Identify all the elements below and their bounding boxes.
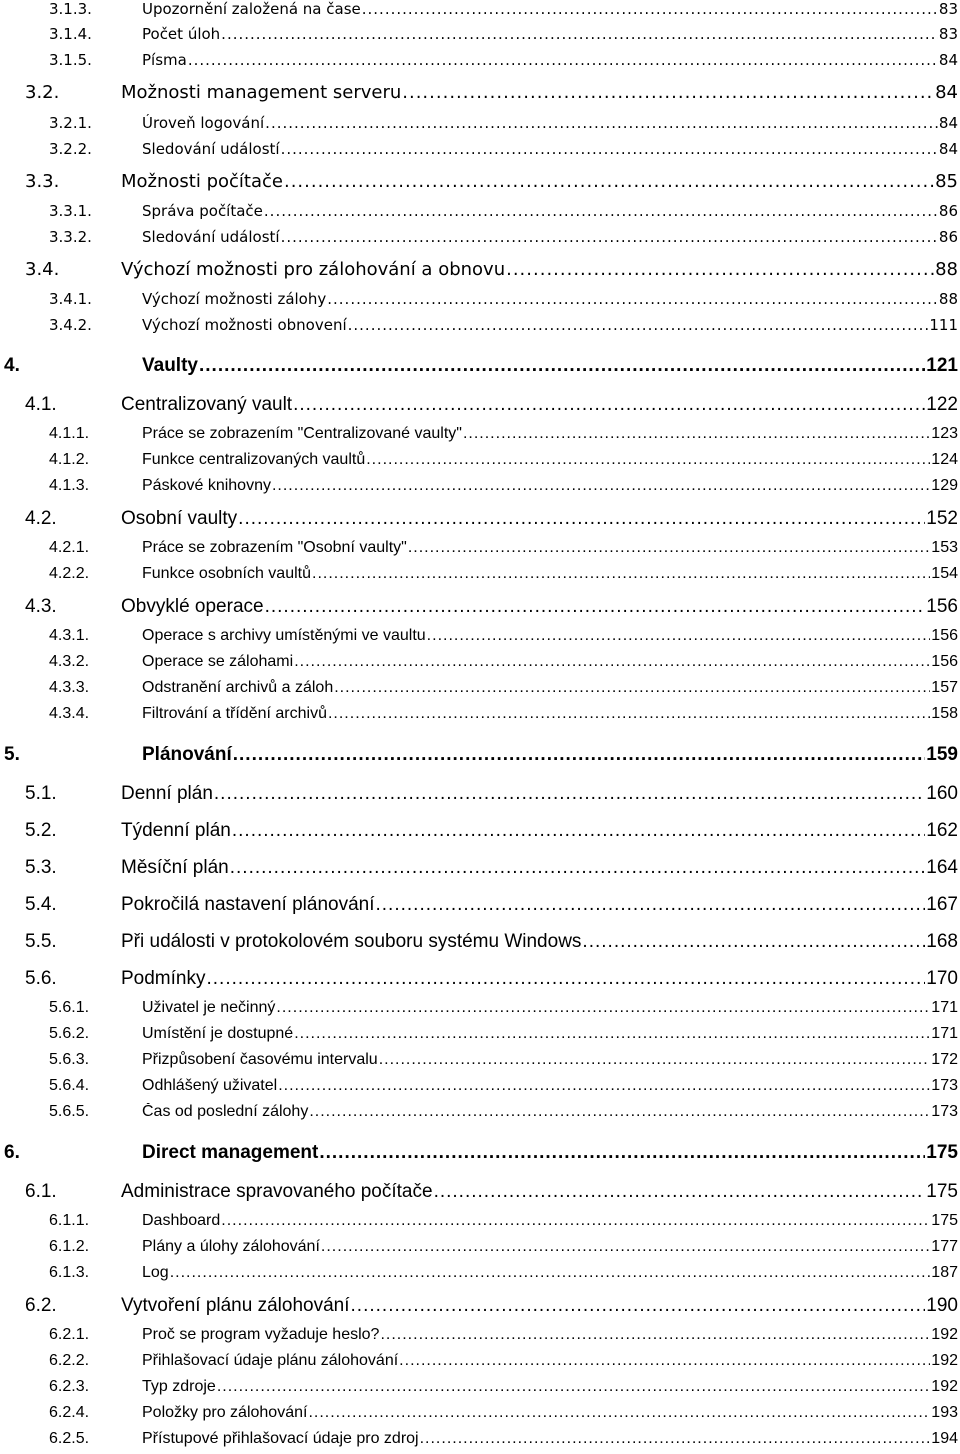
toc-entry-page: 86: [938, 228, 958, 246]
toc-entry-number: 6.2.3.: [49, 1378, 90, 1395]
toc-entry-page: 159: [926, 744, 958, 765]
toc-entry-number: 5.6.4.: [49, 1077, 90, 1094]
toc-dot-leader: [427, 627, 931, 645]
toc-entry-title: Správa počítače: [142, 202, 263, 220]
toc-dot-leader: [312, 565, 930, 583]
toc-entry-number: 6.1.2.: [49, 1238, 90, 1255]
toc-entry-page: 121: [926, 355, 958, 376]
toc-dot-leader: [276, 999, 930, 1017]
toc-entry-number: 5.1.: [25, 783, 57, 804]
toc-entry-number: 5.: [4, 744, 20, 765]
toc-entry-number: 5.6.: [25, 968, 57, 989]
toc-entry-title: Písma: [142, 51, 187, 69]
toc-entry-title: Práce se zobrazením "Centralizované vaulty": [142, 425, 462, 442]
toc-entry-title: Denní plán: [121, 783, 213, 804]
toc-entry-number: 3.4.2.: [49, 316, 92, 334]
toc-dot-leader: [463, 425, 930, 443]
toc-entry-number: 4.1.: [25, 394, 57, 415]
toc-entry-title: Uživatel je nečinný: [142, 999, 276, 1016]
toc-dot-leader: [199, 355, 925, 377]
toc-dot-leader: [351, 1295, 926, 1317]
toc-entry-title: Při události v protokolovém souboru systému Windows: [121, 931, 582, 952]
toc-entry-title: Úroveň logování: [142, 114, 265, 132]
toc-entry-number: 5.6.3.: [49, 1051, 90, 1068]
toc-dot-leader: [278, 1077, 930, 1095]
toc-entry-page: 173: [931, 1077, 958, 1094]
toc-entry-number: 4.: [4, 355, 20, 376]
toc-dot-leader: [321, 1238, 930, 1256]
toc-dot-leader: [327, 290, 938, 308]
toc-entry-number: 3.2.1.: [49, 114, 92, 132]
toc-dot-leader: [265, 114, 938, 132]
toc-entry-number: 4.1.3.: [49, 477, 90, 494]
toc-entry-page: 168: [926, 931, 958, 952]
toc-entry-number: 4.2.1.: [49, 539, 90, 556]
toc-dot-leader: [284, 171, 934, 192]
toc-entry-number: 6.2.1.: [49, 1326, 90, 1343]
toc-dot-leader: [272, 477, 930, 495]
toc-entry-title: Plány a úlohy zálohování: [142, 1238, 320, 1255]
toc-dot-leader: [232, 820, 925, 842]
toc-entry-page: 84: [935, 82, 958, 103]
toc-entry-title: Operace s archivy umístěnými ve vaultu: [142, 627, 426, 644]
toc-entry-number: 6.1.: [25, 1181, 57, 1202]
toc-entry-title: Administrace spravovaného počítače: [121, 1181, 433, 1202]
toc-entry-page: 84: [938, 140, 958, 158]
toc-entry-page: 111: [929, 316, 958, 334]
toc-entry-number: 4.3.: [25, 596, 57, 617]
toc-entry-title: Sledování událostí: [142, 228, 280, 246]
toc-dot-leader: [294, 1025, 930, 1043]
toc-entry-title: Týdenní plán: [121, 820, 231, 841]
toc-entry-number: 6.2.4.: [49, 1404, 90, 1421]
toc-entry-page: 88: [935, 259, 958, 280]
toc-entry-title: Vytvoření plánu zálohování: [121, 1295, 350, 1316]
toc-entry-title: Funkce centralizovaných vaultů: [142, 451, 366, 468]
toc-entry-title: Plánování: [142, 744, 232, 765]
toc-entry-number: 4.1.1.: [49, 425, 90, 442]
toc-dot-leader: [420, 1430, 931, 1448]
toc-entry-title: Práce se zobrazením "Osobní vaulty": [142, 539, 407, 556]
toc-entry-title: Výchozí možnosti obnovení: [142, 316, 347, 334]
toc-entry-page: 171: [931, 999, 958, 1016]
toc-entry-title: Počet úloh: [142, 25, 221, 43]
toc-entry-title: Typ zdroje: [142, 1378, 216, 1395]
toc-dot-leader: [366, 451, 930, 469]
toc-dot-leader: [233, 744, 926, 766]
toc-entry-page: 187: [931, 1264, 958, 1281]
toc-entry-title: Odhlášený uživatel: [142, 1077, 278, 1094]
toc-dot-leader: [506, 259, 934, 280]
toc-entry-number: 5.2.: [25, 820, 57, 841]
toc-dot-leader: [294, 653, 930, 671]
toc-entry-page: 175: [926, 1181, 958, 1202]
toc-entry-page: 154: [931, 565, 958, 582]
toc-entry-number: 3.3.1.: [49, 202, 92, 220]
toc-entry-number: 6.2.5.: [49, 1430, 90, 1447]
toc-entry-number: 4.3.1.: [49, 627, 90, 644]
toc-entry-title: Možnosti management serveru: [121, 82, 402, 103]
toc-entry-title: Pokročilá nastavení plánování: [121, 894, 375, 915]
toc-entry-page: 172: [931, 1051, 958, 1068]
toc-entry-title: Podmínky: [121, 968, 206, 989]
toc-entry-number: 4.2.: [25, 508, 57, 529]
toc-entry-title: Výchozí možnosti pro zálohování a obnovu: [121, 259, 506, 280]
toc-entry-number: 4.3.3.: [49, 679, 90, 696]
toc-entry-page: 85: [935, 171, 958, 192]
toc-dot-leader: [379, 1051, 931, 1069]
toc-entry-title: Přístupové přihlašovací údaje pro zdroj: [142, 1430, 419, 1447]
toc-dot-leader: [328, 705, 930, 723]
toc-entry-page: 158: [931, 705, 958, 722]
toc-entry-page: 173: [931, 1103, 958, 1120]
toc-entry-number: 5.3.: [25, 857, 57, 878]
toc-dot-leader: [188, 51, 938, 69]
toc-entry-number: 3.1.3.: [49, 0, 92, 18]
toc-entry-page: 153: [931, 539, 958, 556]
toc-entry-number: 6.: [4, 1142, 20, 1163]
toc-entry-number: 4.3.4.: [49, 705, 90, 722]
toc-dot-leader: [217, 1378, 930, 1396]
toc-entry-page: 156: [926, 596, 958, 617]
toc-entry-page: 83: [938, 0, 958, 18]
toc-entry-page: 192: [931, 1378, 958, 1395]
toc-entry-number: 6.1.3.: [49, 1264, 90, 1281]
toc-entry-title: Filtrování a třídění archivů: [142, 705, 327, 722]
toc-dot-leader: [309, 1103, 930, 1121]
toc-dot-leader: [293, 394, 925, 416]
toc-dot-leader: [281, 140, 938, 158]
toc-entry-title: Centralizovaný vault: [121, 394, 293, 415]
toc-entry-page: 192: [931, 1352, 958, 1369]
toc-entry-page: 160: [926, 783, 958, 804]
toc-entry-title: Přihlašovací údaje plánu zálohování: [142, 1352, 399, 1369]
toc-entry-title: Čas od poslední zálohy: [142, 1103, 309, 1120]
toc-entry-number: 5.6.5.: [49, 1103, 90, 1120]
toc-entry-number: 5.5.: [25, 931, 57, 952]
toc-dot-leader: [348, 316, 929, 334]
toc-dot-leader: [376, 894, 926, 916]
toc-entry-page: 175: [931, 1212, 958, 1229]
toc-entry-page: 164: [926, 857, 958, 878]
toc-entry-number: 3.4.: [25, 259, 60, 280]
toc-dot-leader: [399, 1352, 930, 1370]
toc-dot-leader: [214, 783, 925, 805]
toc-entry-page: 193: [931, 1404, 958, 1421]
toc-entry-page: 171: [931, 1025, 958, 1042]
toc-entry-number: 5.6.1.: [49, 999, 90, 1016]
toc-dot-leader: [206, 968, 925, 990]
toc-entry-page: 123: [931, 425, 958, 442]
toc-entry-title: Položky pro zálohování: [142, 1404, 308, 1421]
toc-dot-leader: [402, 82, 934, 103]
toc-entry-number: 4.3.2.: [49, 653, 90, 670]
toc-entry-title: Odstranění archivů a záloh: [142, 679, 334, 696]
toc-entry-title: Operace se zálohami: [142, 653, 294, 670]
toc-entry-page: 170: [926, 968, 958, 989]
toc-entry-number: 4.1.2.: [49, 451, 90, 468]
toc-entry-title: Vaulty: [142, 355, 198, 376]
toc-entry-page: 177: [931, 1238, 958, 1255]
toc-dot-leader: [408, 539, 930, 557]
toc-entry-page: 156: [931, 653, 958, 670]
toc-dot-leader: [230, 857, 926, 879]
toc-entry-number: 3.2.: [25, 82, 60, 103]
toc-entry-title: Páskové knihovny: [142, 477, 271, 494]
toc-dot-leader: [265, 596, 926, 618]
toc-entry-number: 3.3.2.: [49, 228, 92, 246]
toc-entry-title: Obvyklé operace: [121, 596, 264, 617]
toc-entry-title: Měsíční plán: [121, 857, 229, 878]
toc-entry-number: 3.2.2.: [49, 140, 92, 158]
toc-entry-page: 129: [931, 477, 958, 494]
toc-entry-page: 84: [938, 51, 958, 69]
toc-entry-number: 3.1.5.: [49, 51, 92, 69]
toc-dot-leader: [221, 1212, 930, 1230]
toc-dot-leader: [582, 931, 925, 953]
toc-dot-leader: [319, 1142, 925, 1164]
toc-entry-title: Funkce osobních vaultů: [142, 565, 311, 582]
toc-dot-leader: [238, 508, 925, 530]
toc-entry-page: 162: [926, 820, 958, 841]
toc-entry-page: 86: [938, 202, 958, 220]
toc-entry-title: Výchozí možnosti zálohy: [142, 290, 327, 308]
toc-entry-title: Osobní vaulty: [121, 508, 238, 529]
toc-entry-page: 124: [931, 451, 958, 468]
toc-entry-title: Sledování událostí: [142, 140, 280, 158]
toc-entry-page: 194: [931, 1430, 958, 1447]
toc-entry-number: 6.2.2.: [49, 1352, 90, 1369]
toc-entry-number: 6.2.: [25, 1295, 57, 1316]
toc-entry-title: Log: [142, 1264, 169, 1281]
toc-dot-leader: [434, 1181, 926, 1203]
toc-entry-page: 156: [931, 627, 958, 644]
toc-dot-leader: [308, 1404, 930, 1422]
toc-dot-leader: [264, 202, 938, 220]
toc-entry-number: 5.4.: [25, 894, 57, 915]
toc-entry-page: 175: [926, 1142, 958, 1163]
toc-entry-title: Možnosti počítače: [121, 171, 283, 192]
toc-entry-title: Umístění je dostupné: [142, 1025, 294, 1042]
toc-entry-page: 157: [931, 679, 958, 696]
toc-entry-page: 167: [926, 894, 958, 915]
toc-entry-page: 88: [938, 290, 958, 308]
toc-entry-page: 84: [938, 114, 958, 132]
toc-entry-number: 3.3.: [25, 171, 60, 192]
toc-entry-number: 3.4.1.: [49, 290, 92, 308]
toc-dot-leader: [362, 0, 938, 18]
toc-entry-page: 83: [938, 25, 958, 43]
toc-entry-title: Proč se program vyžaduje heslo?: [142, 1326, 380, 1343]
toc-entry-title: Upozornění založená na čase: [142, 0, 361, 18]
toc-entry-number: 5.6.2.: [49, 1025, 90, 1042]
toc-entry-page: 190: [926, 1295, 958, 1316]
toc-entry-title: Dashboard: [142, 1212, 221, 1229]
toc-entry-number: 6.1.1.: [49, 1212, 90, 1229]
toc-entry-page: 192: [931, 1326, 958, 1343]
toc-entry-page: 152: [926, 508, 958, 529]
toc-dot-leader: [380, 1326, 930, 1344]
toc-entry-title: Direct management: [142, 1142, 319, 1163]
toc-dot-leader: [281, 228, 938, 246]
toc-entry-number: 4.2.2.: [49, 565, 90, 582]
toc-dot-leader: [334, 679, 930, 697]
toc-dot-leader: [170, 1264, 931, 1282]
toc-entry-page: 122: [926, 394, 958, 415]
toc-entry-title: Přizpůsobení časovému intervalu: [142, 1051, 378, 1068]
toc-entry-number: 3.1.4.: [49, 25, 92, 43]
toc-dot-leader: [221, 25, 938, 43]
